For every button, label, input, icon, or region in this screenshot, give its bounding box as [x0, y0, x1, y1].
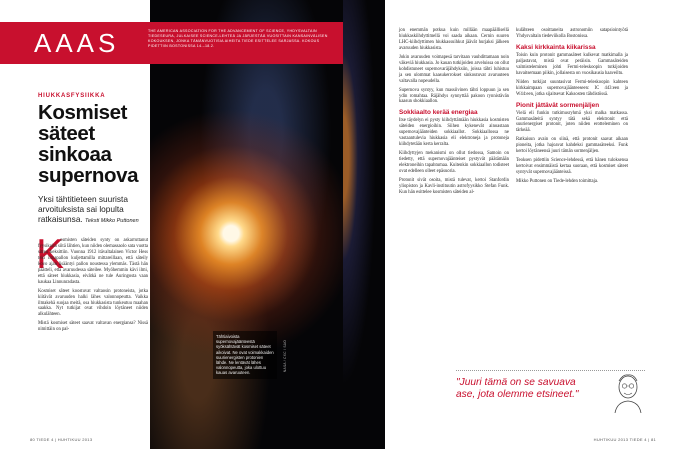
paragraph: Jokin avaruuden voimapesä tarvitaan vauhdittamaan noin väkeviä hiukkasia. Jo kauan tutkijoiden arveluissa on ollut kohdistuneet supernovaräjähdyksiin, joissa tähti luhistuu ja sen ulommat kaasukerrokset sinkoutuvat avaruuteen valtavalla nopeudella.	[399, 54, 509, 84]
page-folio-left: 80 TIEDE 4 | HUHTIKUU 2013	[30, 437, 93, 442]
paragraph: Supernova syntyy, kun massiivinen tähti loppuun ja sen ydin romahtaa. Räjähdys synnyttää pakoon rynnistävän kaasun shokkiaallon.	[399, 87, 509, 105]
aaas-logo: AAAS	[34, 28, 120, 58]
deck-text: Yksi tähtitieteen suurista arvoituksista sai lopulta ratkaisunsa.	[38, 194, 128, 224]
subheading: Pionit jättävät sormenjäljen	[516, 101, 600, 109]
paragraph: Kosmiset säteet koostuvat valtaosin protoneista, jotka kiitävät avaruuden halki lähes valonnopeutta. Vaikka ilmakehä suojaa meitä, osa hiukkasista tunkeutuu maahan saakka. Nyt tutkijat ovat vihdoin löytäneet niiden alkulähteen.	[38, 288, 148, 318]
subheading: Kaksi kirkkainta kiikarissa	[516, 43, 596, 51]
aaas-description: THE AMERICAN ASSOCIATION FOR THE ADVANCEMENT OF SCIENCE, YHDYSVALTAIN TIEDESEURA, JULKAISEE SCIENCE-LEHTEÄ JA JÄRJESTÄÄ VUOSITTAIN KANSAINVÄLISEN KOKOUKSEN, JONKA TÄMÄNVUOTISIA AIHEITA TIEDE ESITTELEE SARJASSA. KOKOUS PIDETTIIN BOSTONISSA 14.–18.2.	[148, 29, 328, 48]
deck	[38, 194, 150, 226]
paragraph: kulähteen osoittaneita astronomiin satapsiointyötä Yhdysvaltain tiedeviikolla Bostonissa.	[516, 28, 628, 39]
aaas-banner	[0, 22, 343, 64]
supernova-photo	[150, 0, 343, 449]
paragraph: Mikko Puttonen on Tiede-lehden toimittaja.	[516, 179, 599, 185]
right-column-1	[399, 28, 509, 199]
photo-credit: NASA / CXC / SAO	[283, 340, 287, 373]
paragraph: Itse täydelyn ei pysty kiihdyttämään hiukkasia kosmisten säteiden energioihin. Siihen kykenevät ainoastaan supernovajäänteiden sokkiaallot. Sokkiaallossa ne vastaantulevia hiukkasia eli elektroneja ja protoneja kiihdytetään kerta kerralta.	[399, 118, 509, 148]
supernova-photo-edge	[343, 0, 385, 449]
pull-quote: "Juuri tämä on se savuava ase, jota olemme etsineet."	[456, 377, 579, 400]
paragraph: Toisin kuin protonit gammasäteet kulkevat matkimalla ja paljastavat, mistä ovat peräisin. Gammasäteiden valmisteleminen johti Fermi-teleskoopin tutkijoiden havaitsemaan piikin, jollaisesta on vuosikausia haaveiltu.	[516, 52, 628, 76]
pull-quote-box	[456, 370, 645, 413]
page-folio-right: HUHTIKUU 2013 TIEDE 4 | 81	[593, 437, 656, 442]
paragraph: Teoksen pidettiin Science-lehdessä, että hänen tuloksensa kertoivat ensimmäistä kertaa suoraan, että kosmiset säteet syntyvät supernovajäänteissä.	[516, 158, 628, 176]
byline: Teksti Mikko Puttonen	[85, 218, 139, 224]
paragraph: Ratkaisun avain on siinä, että protonit saavat aikaan pioneita, jotka hajoavat kahdeksi gammasäteeksi. Funk kertoi löytäneensä juuri tämän sormenjäljen.	[516, 137, 628, 155]
paragraph: Mistä kosmiset säteet saavat valtavan energiansa? Nissä nimittäin on pal-	[38, 321, 148, 333]
paragraph: jon enemmän potkua kuin millään maapäällisellä hiukkaskiihdyttimellä voi saada aikaan. Cernin suuren LHC-kiihdyttimen hiukkassuihkut jäävät hurjaksi jälkeen avaruuden hiukkasista.	[399, 28, 509, 51]
author-portrait-icon	[611, 371, 645, 413]
paragraph: Niiden tutkijat suuntasivat Fermi-teleskoopin kahteen kirkkaimpaan supernovajäänteeseen: IC 443:een ja W44:een, jotka sijaitsevat Kaksosten tähdistössä.	[516, 79, 628, 97]
headline: Kosmiset säteet sinkoaa supernova	[38, 101, 139, 187]
paragraph: Protonit sivät osoita, mistä tulevat, kertoi Stanfordin yliopiston ja Kavli-instituutin astrofyysikko Stefan Funk. Kun hän esittelee kosmisten säteiden al-	[399, 178, 509, 195]
photo-caption: Tähtiaivoista supernovajäänteestä syöksähtävät kosmiset säteet aikoivat. Ne ovat voimakkaiden suurienergisten protonien lähde. Ne lentävät lähes valonnopeutta, joka ulottuu kauas avaruuteen.	[213, 331, 277, 379]
paragraph: Kiihdyttyjen mekanismi on ollut tiedossa, Samoin on tiedetty, että supernovajäänteiset pystyvät päätämään elektroneihin tapahtumaa. Kuitenkin sokkiaallon todisteet ovat edelleen olleet epäsuoria.	[399, 151, 509, 175]
subheading: Sokkiaalto kerää energiaa	[399, 109, 478, 117]
paragraph: osmisten säteiden synty on askarruttanut fyysikoita siitä lähtien, kun niiden olemassaolo sata vuotta sitten keksittiin. Vuonna 1912 itävaltalainen Victor Hess teki ilmapallon kuljettamilla mittareillaan, että säteily kovo ajan lisääntyi pallon noustessa ylemmäs. Tästä hän päätteli, että avaruudessa säteilee. Myöhemmin kävi ilmi, että säteet hiukkasia, eivätkä ne tule Auringosta vaan kaukaa Linnunradasta.	[38, 238, 148, 285]
left-body	[38, 238, 148, 336]
right-page	[343, 0, 686, 449]
right-column-2	[516, 28, 628, 188]
dropcap: K	[36, 230, 65, 277]
paragraph: Vielä eli funkin tutkimusryhmä yksi malka matkassa. Gammasäteitä syntyy tätä sekä elektronit että suurienergiset protonit, joten niiden erotteleminen on tärkeää.	[516, 110, 628, 134]
section-kicker: HIUKKASFYSIIKKA	[38, 93, 106, 99]
